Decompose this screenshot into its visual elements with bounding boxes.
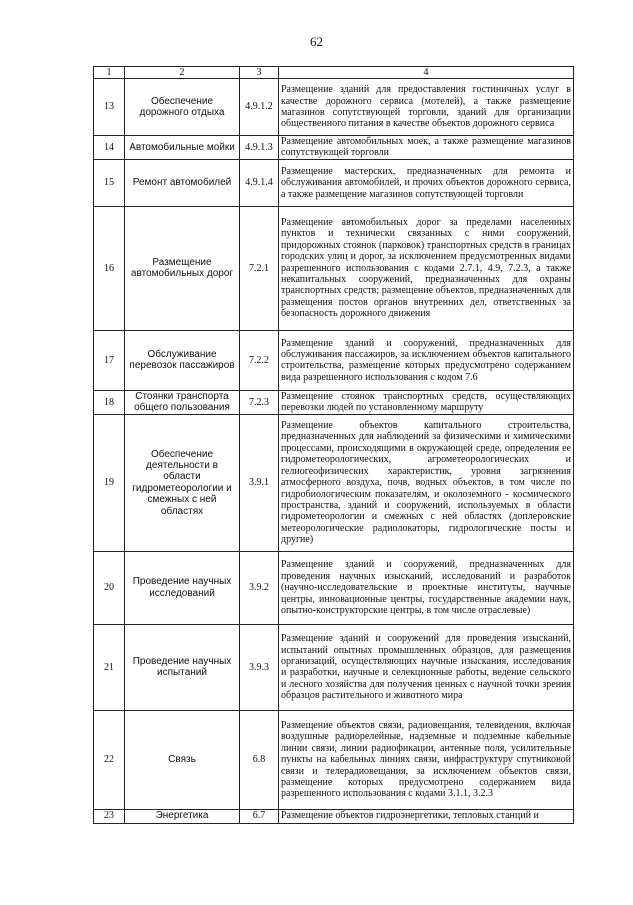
column-header: 1 bbox=[94, 67, 125, 79]
land-use-code: 7.2.2 bbox=[240, 330, 279, 390]
land-use-name: Ремонт автомобилей bbox=[125, 159, 240, 206]
land-use-name: Проведение научных испытаний bbox=[125, 624, 240, 710]
table-row bbox=[94, 551, 574, 624]
row-number: 21 bbox=[94, 624, 125, 710]
land-use-code: 3.9.1 bbox=[240, 414, 279, 551]
row-number: 19 bbox=[94, 414, 125, 551]
page-number: 62 bbox=[310, 34, 323, 49]
land-use-code: 3.9.2 bbox=[240, 551, 279, 624]
land-use-code: 3.9.3 bbox=[240, 624, 279, 710]
land-use-code: 6.7 bbox=[240, 809, 279, 823]
land-use-description: Размещение объектов гидроэнергетики, тепловых станций и bbox=[279, 809, 574, 823]
table-row bbox=[94, 136, 574, 160]
land-use-name: Стоянки транспорта общего пользования bbox=[125, 390, 240, 414]
row-number: 16 bbox=[94, 206, 125, 330]
table-row bbox=[94, 159, 574, 206]
land-use-description: Размещение автомобильных моек, а также размещение магазинов сопутствующей торговли bbox=[279, 136, 574, 160]
land-use-name: Обслуживание перевозок пассажиров bbox=[125, 330, 240, 390]
row-number: 17 bbox=[94, 330, 125, 390]
table-row bbox=[94, 330, 574, 390]
land-use-code: 4.9.1.3 bbox=[240, 136, 279, 160]
column-header: 4 bbox=[279, 67, 574, 79]
row-number: 23 bbox=[94, 809, 125, 823]
row-number: 22 bbox=[94, 710, 125, 809]
land-use-description: Размещение зданий для предоставления гостиничных услуг в качестве дорожного сервиса (мотелей), а также размещение магазинов сопутствующей торговли, зданий для организации общественного питания в качестве объектов дорожного сервиса bbox=[279, 79, 574, 136]
land-use-code: 4.9.1.4 bbox=[240, 159, 279, 206]
table-row bbox=[94, 390, 574, 414]
row-number: 18 bbox=[94, 390, 125, 414]
table-row bbox=[94, 809, 574, 823]
land-use-description: Размещение зданий и сооружений для проведения изысканий, испытаний опытных промышленных образцов, для размещения организаций, осуществляющих научные изыскания, исследования и разработки, научные и селекционные работы, ведение сельского и лесного хозяйства для получения ценных с научной точки зрения образцов растительного и животного мира bbox=[279, 624, 574, 710]
row-number: 20 bbox=[94, 551, 125, 624]
land-use-description: Размещение объектов связи, радиовещания, телевидения, включая воздушные радиорелейные, надземные и подземные кабельные линии связи, линии радиофикации, антенные поля, усилительные пункты на кабельных линиях связи, инфраструктуру спутниковой связи и телерадиовещания, за исключением объектов связи, размещение которых предусмотрено содержанием вида разрешенного использования с кодами 3.1.1, 3.2.3 bbox=[279, 710, 574, 809]
row-number: 15 bbox=[94, 159, 125, 206]
land-use-name: Автомобильные мойки bbox=[125, 136, 240, 160]
table-body bbox=[94, 79, 574, 824]
land-use-description: Размещение объектов капитального строительства, предназначенных для наблюдений за физическими и химическими процессами, происходящими в окружающей среде, определения ее гидрометеорологических, агрометеорологических и гелиогеофизических характеристик, уровня загрязнения атмосферного воздуха, почв, водных объектов, в том числе по гидробиологическим показателям, и околоземного - космического пространства, зданий и сооружений, используемых в области гидрометеорологии и смежных с ней областях (доплеровские метеорологические радиолокаторы, гидрологические посты и другие) bbox=[279, 414, 574, 551]
land-use-description: Размещение мастерских, предназначенных для ремонта и обслуживания автомобилей, и прочих объектов дорожного сервиса, а также размещение магазинов сопутствующей торговли bbox=[279, 159, 574, 206]
table-header-row bbox=[94, 67, 574, 79]
column-header: 3 bbox=[240, 67, 279, 79]
table-row bbox=[94, 414, 574, 551]
land-use-description: Размещение зданий и сооружений, предназначенных для обслуживания пассажиров, за исключением объектов капитального строительства, размещение которых предусмотрено содержанием вида разрешенного использования с кодом 7.6 bbox=[279, 330, 574, 390]
table-row bbox=[94, 624, 574, 710]
table-row bbox=[94, 79, 574, 136]
land-use-code: 4.9.1.2 bbox=[240, 79, 279, 136]
land-use-table bbox=[93, 66, 574, 824]
land-use-name: Связь bbox=[125, 710, 240, 809]
row-number: 13 bbox=[94, 79, 125, 136]
land-use-description: Размещение автомобильных дорог за пределами населенных пунктов и технически связанных с ними сооружений, придорожных стоянок (парковок) транспортных средств в границах городских улиц и дорог, за исключением предусмотренных видами разрешенного использования с кодами 2.7.1, 4.9, 7.2.3, а также некапитальных сооружений, предназначенных для охраны транспортных средств; размещение объектов, предназначенных для размещения постов органов внутренних дел, ответственных за безопасность дорожного движения bbox=[279, 206, 574, 330]
table-row bbox=[94, 206, 574, 330]
column-header: 2 bbox=[125, 67, 240, 79]
row-number: 14 bbox=[94, 136, 125, 160]
land-use-code: 6.8 bbox=[240, 710, 279, 809]
table-row bbox=[94, 710, 574, 809]
land-use-name: Обеспечение деятельности в области гидрометеорологии и смежных с ней областях bbox=[125, 414, 240, 551]
land-use-description: Размещение стоянок транспортных средств, осуществляющих перевозки людей по установленному маршруту bbox=[279, 390, 574, 414]
land-use-name: Размещение автомобильных дорог bbox=[125, 206, 240, 330]
land-use-description: Размещение зданий и сооружений, предназначенных для проведения научных изысканий, исследований и разработок (научно-исследовательские и проектные институты, научные центры, инновационные центры, государственные академии наук, опытно-конструкторские центры, в том числе отраслевые) bbox=[279, 551, 574, 624]
land-use-code: 7.2.3 bbox=[240, 390, 279, 414]
land-use-code: 7.2.1 bbox=[240, 206, 279, 330]
land-use-name: Проведение научных исследований bbox=[125, 551, 240, 624]
land-use-name: Обеспечение дорожного отдыха bbox=[125, 79, 240, 136]
land-use-name: Энергетика bbox=[125, 809, 240, 823]
